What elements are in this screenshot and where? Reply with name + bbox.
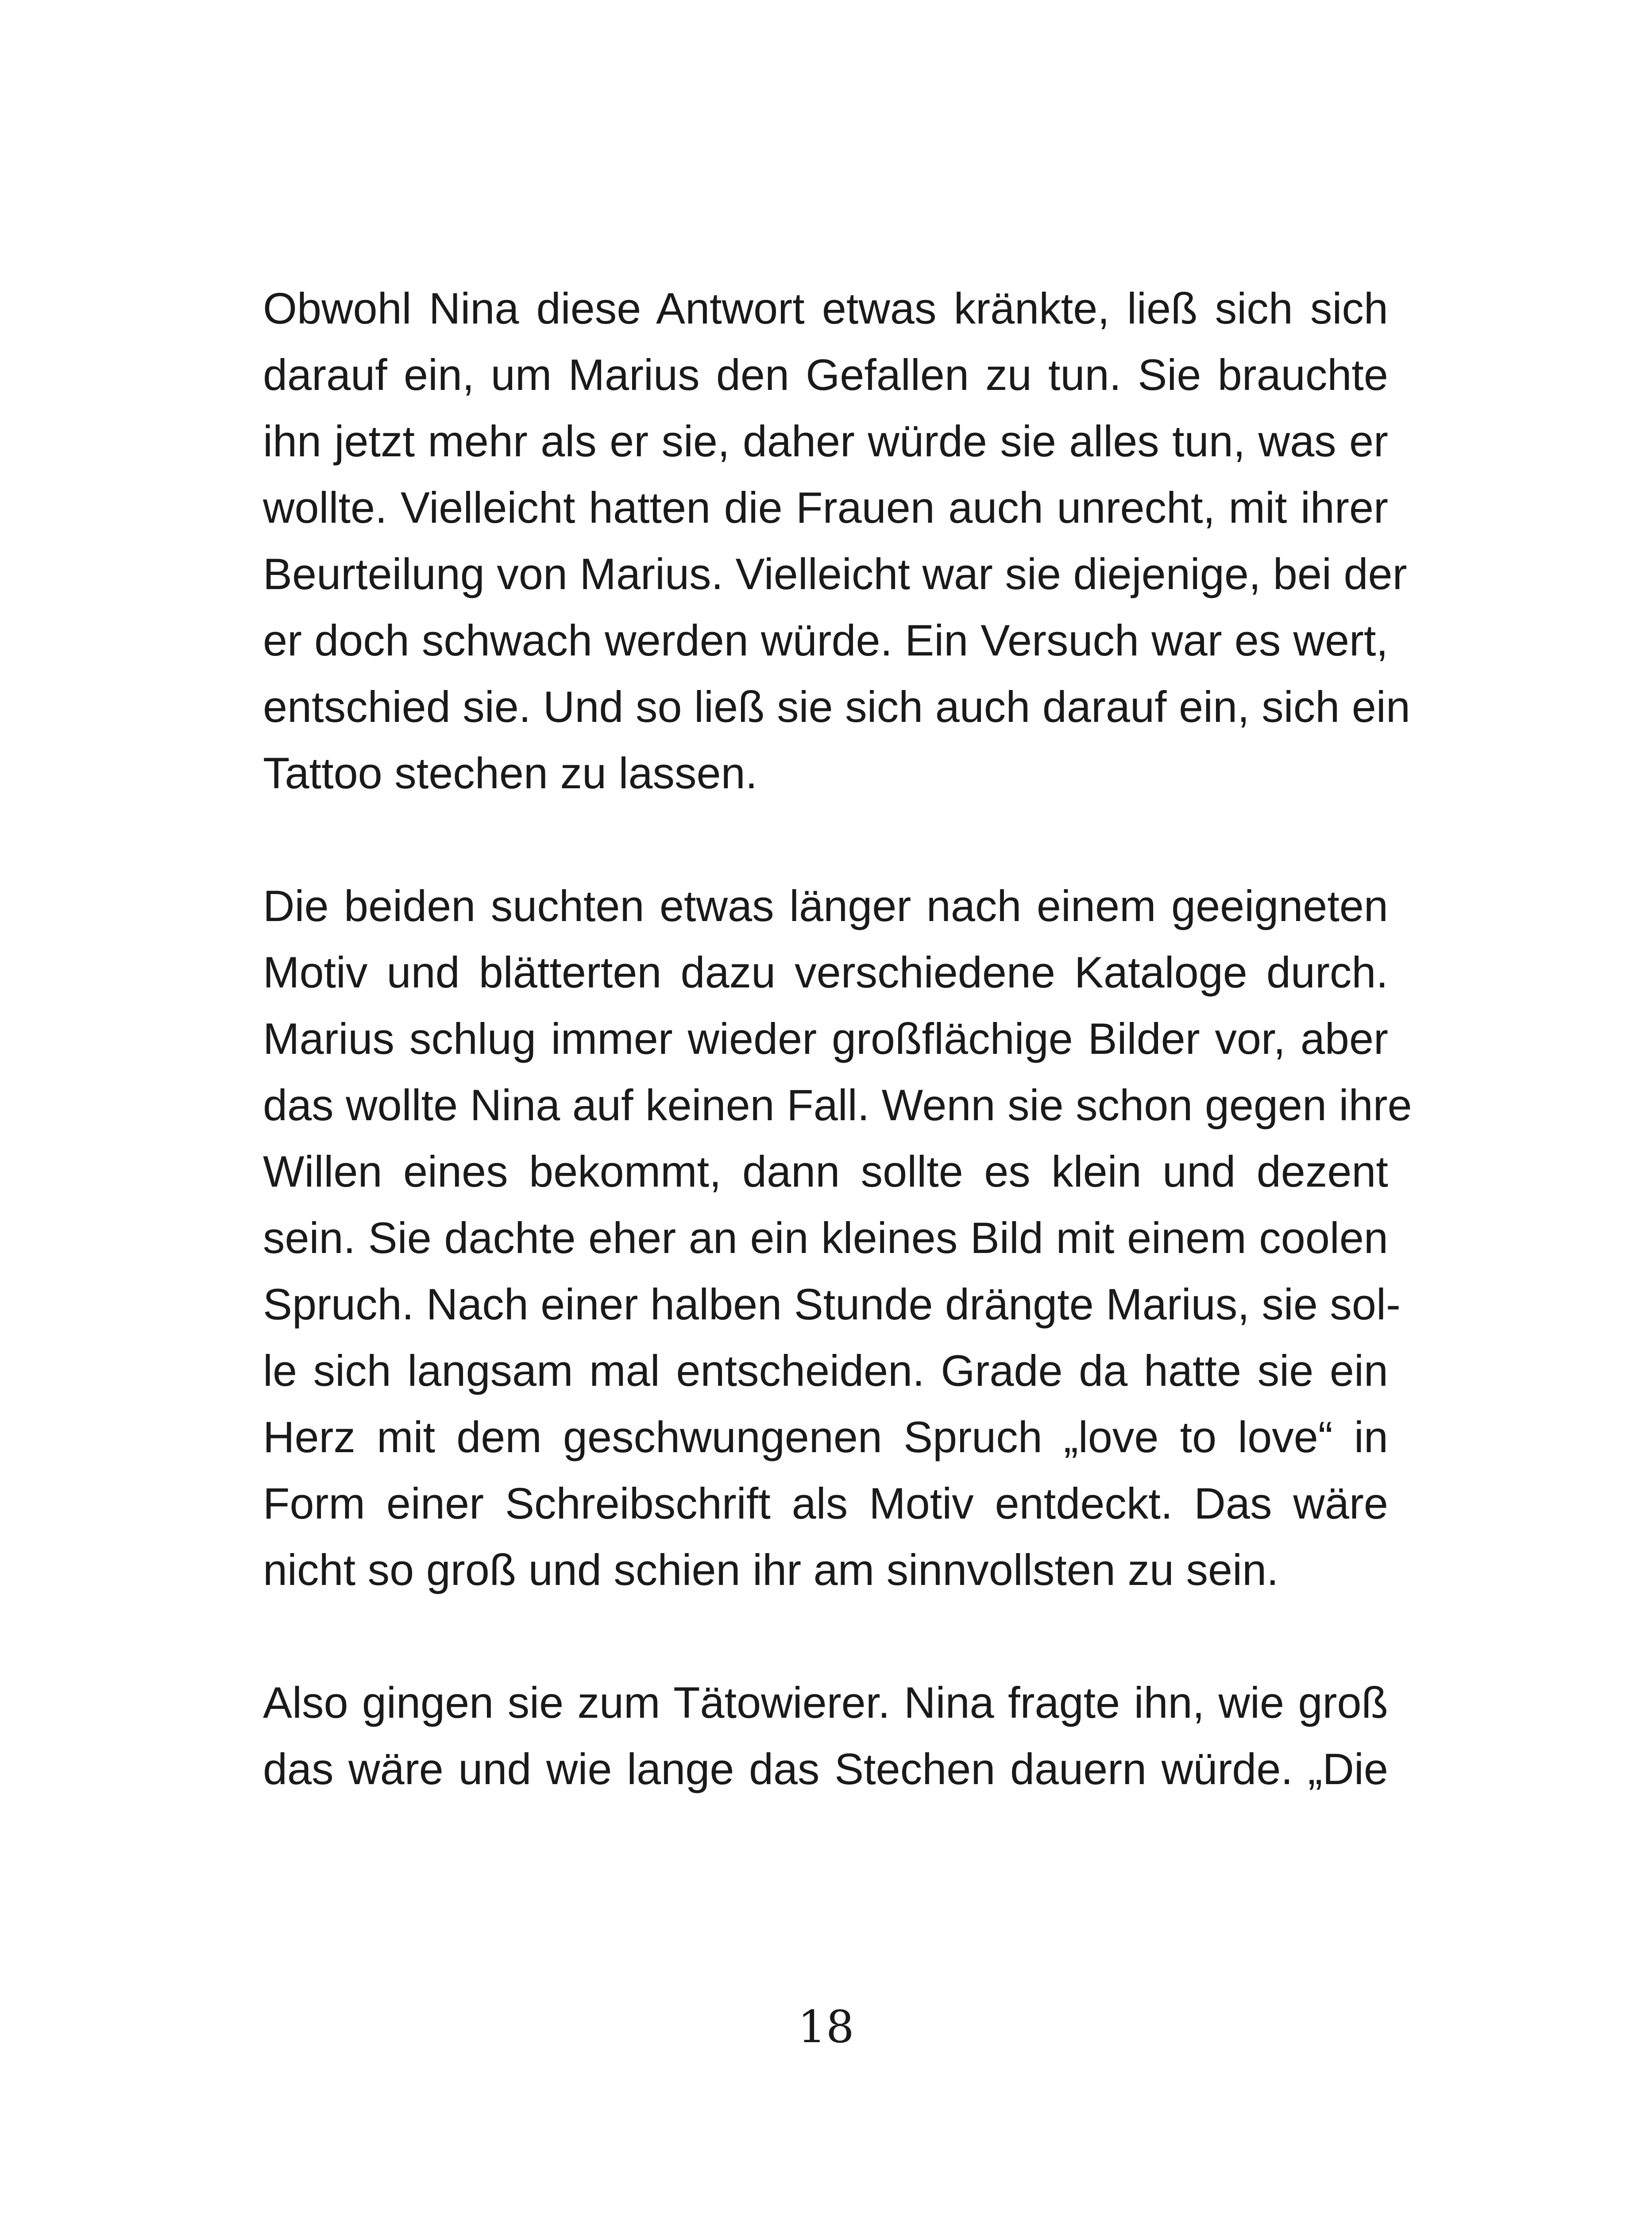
text-line: das wollte Nina auf keinen Fall. Wenn sie schon gegen ihre [263,1080,1412,1130]
text-line: ihn jetzt mehr als er sie, daher würde sie alles tun, was er [263,416,1388,466]
text-line: wollte. Vielleicht hatten die Frauen auch unrecht, mit ihrer [263,483,1388,532]
body-text [263,275,1412,1802]
text-line: Spruch. Nach einer halben Stunde drängte Marius, sie sol- [263,1280,1401,1329]
text-line: Beurteilung von Marius. Vielleicht war sie diejenige, bei der [263,549,1407,598]
text-line: Herz mit dem geschwungenen Spruch „love to love“ in [263,1412,1388,1461]
text-line: entschied sie. Und so ließ sie sich auch darauf ein, sich ein [263,682,1410,731]
text-line: Tattoo stechen zu lassen. [263,748,758,798]
paragraph-gap [263,806,1388,873]
text-line: Marius schlug immer wieder großflächige Bilder vor, aber [263,1014,1388,1063]
text-line: nicht so groß und schien ihr am sinnvollsten zu sein. [263,1545,1279,1594]
text-line: Willen eines bekommt, dann sollte es klein und dezent [263,1147,1388,1196]
paragraph [263,1669,1388,1802]
paragraph [263,873,1412,1603]
text-line: das wäre und wie lange das Stechen dauern würde. „Die [263,1744,1388,1793]
text-line: er doch schwach werden würde. Ein Versuch war es wert, [263,616,1388,665]
text-line: Also gingen sie zum Tätowierer. Nina fragte ihn, wie groß [263,1678,1388,1727]
text-line: Obwohl Nina diese Antwort etwas kränkte, ließ sich sich [263,284,1388,333]
text-line: Motiv und blätterten dazu verschiedene Kataloge durch. [263,948,1388,997]
paragraph-gap [263,1603,1388,1669]
page-number: 18 [798,2001,854,2053]
text-line: Form einer Schreibschrift als Motiv entdeckt. Das wäre [263,1479,1388,1528]
text-line: Die beiden suchten etwas länger nach einem geeigneten [263,881,1388,930]
paragraph [263,275,1410,806]
text-line: le sich langsam mal entscheiden. Grade da hatte sie ein [263,1346,1388,1395]
text-line: darauf ein, um Marius den Gefallen zu tun. Sie brauchte [263,350,1388,399]
text-line: sein. Sie dachte eher an ein kleines Bild mit einem coolen [263,1213,1388,1262]
